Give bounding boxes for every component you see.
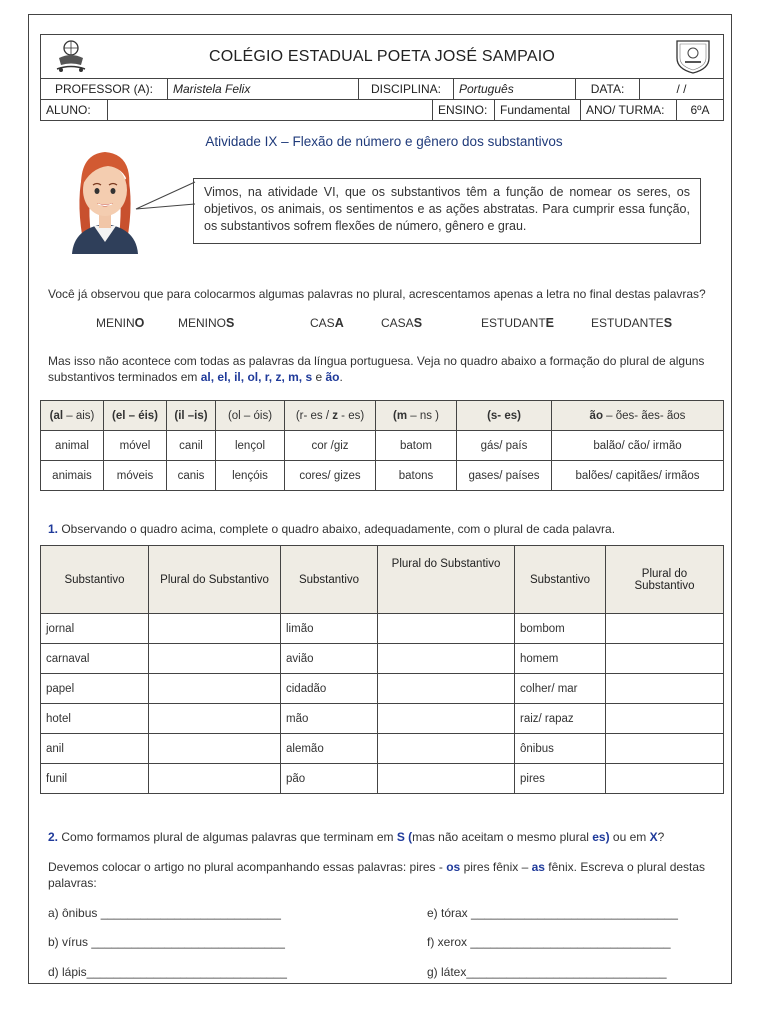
rule-header: (el – éis) — [104, 401, 167, 431]
question-2-paragraph-line-2: palavras: — [48, 876, 97, 890]
plural-cell: cores/ gizes — [285, 461, 376, 491]
singular-cell: balão/ cão/ irmão — [552, 431, 724, 461]
answer-cell[interactable] — [149, 764, 281, 794]
word-cell: alemão — [281, 734, 378, 764]
turma-value: 6ºA — [690, 103, 710, 117]
word-cell: avião — [281, 644, 378, 674]
example-word: MENINOS — [178, 316, 235, 330]
answer-item-e[interactable]: e) tórax _______________________________ — [427, 906, 678, 920]
table-row — [41, 546, 724, 614]
word-cell: anil — [41, 734, 149, 764]
answer-cell[interactable] — [606, 704, 724, 734]
example-word: ESTUDANTE — [481, 316, 555, 330]
rule-header: (m – ns ) — [376, 401, 457, 431]
school-seal-icon — [671, 38, 715, 74]
rule-header: (il –is) — [167, 401, 216, 431]
table-row — [41, 704, 724, 734]
singular-cell: batom — [376, 431, 457, 461]
speech-bubble-tail-icon — [134, 178, 196, 212]
school-name: COLÉGIO ESTADUAL POETA JOSÉ SAMPAIO — [208, 48, 556, 65]
teacher-avatar-icon — [68, 146, 142, 254]
word-cell: raiz/ rapaz — [515, 704, 606, 734]
answer-item-g[interactable]: g) látex______________________________ — [427, 965, 667, 979]
professor-label: PROFESSOR (A): — [41, 79, 168, 99]
professor-value: Maristela Felix — [168, 79, 359, 99]
answer-cell[interactable] — [378, 704, 515, 734]
header-row-aluno — [41, 100, 723, 120]
example-word: ESTUDANTES — [591, 316, 673, 330]
word-cell: funil — [41, 764, 149, 794]
rule-header: (al – ais) — [41, 401, 104, 431]
table-row — [41, 401, 724, 431]
singular-cell: lençol — [216, 431, 285, 461]
plural-cell: balões/ capitães/ irmãos — [552, 461, 724, 491]
answer-item-d[interactable]: d) lápis______________________________ — [48, 965, 287, 979]
singular-cell: gás/ país — [457, 431, 552, 461]
word-cell: homem — [515, 644, 606, 674]
table-row — [41, 674, 724, 704]
answer-cell[interactable] — [606, 614, 724, 644]
rule-header: (r- es / z - es) — [285, 401, 376, 431]
word-cell: papel — [41, 674, 149, 704]
header-row-professor — [41, 79, 723, 100]
word-cell: bombom — [515, 614, 606, 644]
word-cell: mão — [281, 704, 378, 734]
word-cell: ônibus — [515, 734, 606, 764]
answer-cell[interactable] — [606, 734, 724, 764]
answer-cell[interactable] — [606, 644, 724, 674]
disciplina-label: DISCIPLINA: — [359, 79, 454, 99]
question-1: 1. Observando o quadro acima, complete o quadro abaixo, adequadamente, com o plural de cada palavra. — [48, 522, 616, 536]
exercise-table — [40, 545, 724, 794]
answer-cell[interactable] — [378, 644, 515, 674]
word-cell: limão — [281, 614, 378, 644]
turma-label: ANO/ TURMA: — [581, 100, 677, 120]
table-row — [41, 734, 724, 764]
answer-item-f[interactable]: f) xerox ______________________________ — [427, 935, 671, 949]
word-cell: carnaval — [41, 644, 149, 674]
table-row — [41, 614, 724, 644]
answer-cell[interactable] — [606, 764, 724, 794]
example-word: MENINO — [96, 316, 145, 330]
word-cell: pires — [515, 764, 606, 794]
ensino-label: ENSINO: — [433, 100, 495, 120]
plural-cell: gases/ países — [457, 461, 552, 491]
answer-item-a[interactable]: a) ônibus ___________________________ — [48, 906, 281, 920]
column-header: Substantivo — [41, 546, 149, 614]
answer-cell[interactable] — [378, 674, 515, 704]
word-cell: cidadão — [281, 674, 378, 704]
table-row — [41, 461, 724, 491]
answer-cell[interactable] — [378, 734, 515, 764]
singular-cell: móvel — [104, 431, 167, 461]
paragraph-line-1: Mas isso não acontece com todas as palavras da língua portuguesa. Veja no quadro abaixo a formação do plural de alguns — [48, 354, 705, 368]
example-word: CASA — [310, 316, 344, 330]
aluno-label: ALUNO: — [41, 100, 108, 120]
singular-cell: animal — [41, 431, 104, 461]
header-title-row — [41, 35, 723, 79]
data-value: / / — [676, 82, 687, 96]
question-2-paragraph: Devemos colocar o artigo no plural acompanhando essas palavras: pires - os pires fênix – as fênix. Escreva o plural destas — [48, 860, 706, 874]
word-cell: hotel — [41, 704, 149, 734]
word-cell: colher/ mar — [515, 674, 606, 704]
rule-header: ão – ões- ães- ãos — [552, 401, 724, 431]
answer-cell[interactable] — [149, 644, 281, 674]
answer-cell[interactable] — [149, 734, 281, 764]
singular-cell: canil — [167, 431, 216, 461]
plural-cell: canis — [167, 461, 216, 491]
ensino-value: Fundamental — [495, 100, 581, 120]
paragraph-line-2: substantivos terminados em al, el, il, ol, r, z, m, s e ão. — [48, 370, 343, 384]
speech-bubble: Vimos, na atividade VI, que os substantivos têm a função de nomear os seres, os objetivos, os animais, os sentimentos e as ações abstratas. Para cumprir essa função, os substantivos sofrem flexões de número, gênero e grau. — [193, 178, 701, 244]
school-header — [40, 34, 724, 121]
example-word: CASAS — [381, 316, 423, 330]
plural-cell: móveis — [104, 461, 167, 491]
answer-cell[interactable] — [606, 674, 724, 704]
column-header: Substantivo — [515, 546, 606, 614]
plural-cell: lençóis — [216, 461, 285, 491]
table-row — [41, 644, 724, 674]
column-header: Plural do Substantivo — [378, 546, 515, 614]
rule-header: (ol – óis) — [216, 401, 285, 431]
table-row — [41, 431, 724, 461]
table-row — [41, 764, 724, 794]
activity-title: Atividade IX – Flexão de número e gênero dos substantivos — [205, 134, 563, 149]
answer-cell[interactable] — [378, 614, 515, 644]
answer-cell[interactable] — [378, 764, 515, 794]
word-cell: pão — [281, 764, 378, 794]
column-header: Plural do Substantivo — [149, 546, 281, 614]
intro-question: Você já observou que para colocarmos algumas palavras no plural, acrescentamos apenas a letra no final destas palavras? — [48, 287, 706, 301]
plural-cell: batons — [376, 461, 457, 491]
aluno-value[interactable] — [108, 100, 433, 120]
column-header: Substantivo — [281, 546, 378, 614]
singular-cell: cor /giz — [285, 431, 376, 461]
rule-header: (s- es) — [457, 401, 552, 431]
answer-cell[interactable] — [149, 674, 281, 704]
answer-item-b[interactable]: b) vírus _____________________________ — [48, 935, 285, 949]
disciplina-value: Português — [454, 79, 576, 99]
word-cell: jornal — [41, 614, 149, 644]
question-2: 2. Como formamos plural de algumas palavras que terminam em S (mas não aceitam o mesmo plural es) ou em X? — [48, 830, 665, 844]
answer-cell[interactable] — [149, 614, 281, 644]
answer-cell[interactable] — [149, 704, 281, 734]
column-header: Plural do Substantivo — [606, 546, 724, 614]
plural-rules-table — [40, 400, 724, 491]
plural-cell: animais — [41, 461, 104, 491]
data-label: DATA: — [576, 79, 640, 99]
